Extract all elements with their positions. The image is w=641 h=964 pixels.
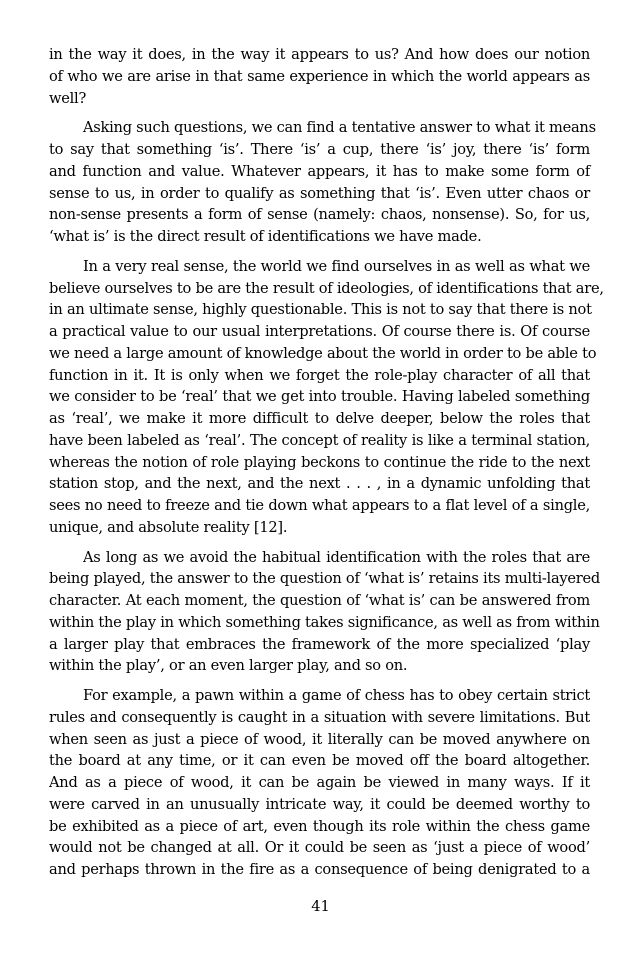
text-line: non-sense presents a form of sense (namely: chaos, nonsense). So, for us, (49, 206, 590, 224)
paragraph-2 (49, 117, 596, 248)
text-line: Asking such questions, we can find a tentative answer to what it means (83, 119, 596, 137)
paragraph-5 (49, 685, 590, 881)
paragraph-3 (49, 256, 604, 539)
text-line: and function and value. Whatever appears, it has to make some form of (49, 162, 590, 180)
text-line: have been labeled as ‘real’. The concept of reality is like a terminal station, (49, 431, 590, 449)
text-line: sense to us, in order to qualify as something that ‘is’. Even utter chaos or (49, 184, 590, 202)
text-line: were carved in an unusually intricate way, it could be deemed worthy to (49, 795, 590, 813)
text-line: function in it. It is only when we forget the role-play character of all that (49, 366, 590, 384)
text-line: as ‘real’, we make it more difficult to delve deeper, below the roles that (49, 410, 590, 427)
text-line: within the play in which something takes significance, as well as from within (49, 613, 600, 631)
text-line: sees no need to freeze and tie down what appears to a flat level of a single, (49, 497, 590, 514)
text-line: rules and consequently is caught in a situation with severe limitations. But (49, 708, 590, 726)
text-line: character. At each moment, the question of ‘what is’ can be answered from (49, 592, 590, 609)
text-line: we need a large amount of knowledge about the world in order to be able to (49, 344, 597, 362)
page-number: 41 (311, 898, 330, 915)
text-line: and perhaps thrown in the fire as a consequence of being denigrated to a (49, 861, 590, 878)
text-line: within the play’, or an even larger play, and so on. (49, 657, 408, 675)
paragraph-1 (49, 44, 590, 109)
page-body (49, 44, 604, 889)
text-line: For example, a pawn within a game of chess has to obey certain strict (83, 687, 590, 704)
text-line: well? (49, 89, 87, 107)
text-line: ‘what is’ is the direct result of identifications we have made. (49, 228, 482, 245)
text-line: And as a piece of wood, it can be again be viewed in many ways. If it (49, 774, 590, 791)
text-line: in the way it does, in the way it appears to us? And how does our notion (49, 46, 590, 63)
text-line: the board at any time, or it can even be moved off the board altogether. (49, 752, 590, 770)
text-line: when seen as just a piece of wood, it literally can be moved anywhere on (49, 730, 590, 748)
text-line: to say that something ‘is’. There ‘is’ a cup, there ‘is’ joy, there ‘is’ form (49, 141, 590, 158)
text-line: of who we are arise in that same experience in which the world appears as (49, 67, 590, 85)
text-line: whereas the notion of role playing beckons to continue the ride to the next (49, 453, 590, 471)
text-line: we consider to be ‘real’ that we get into trouble. Having labeled something (49, 388, 590, 406)
text-line: In a very real sense, the world we find ourselves in as well as what we (83, 257, 590, 275)
text-line: a larger play that embraces the framework of the more specialized ‘play (49, 635, 590, 653)
text-line: in an ultimate sense, highly questionable. This is not to say that there is not (49, 301, 592, 319)
text-line: would not be changed at all. Or it could be seen as ‘just a piece of wood’ (49, 839, 590, 857)
text-line: unique, and absolute reality [12]. (49, 518, 288, 536)
text-line: a practical value to our usual interpretations. Of course there is. Of course (49, 323, 590, 340)
text-line: being played, the answer to the question of ‘what is’ retains its multi-layered (49, 570, 601, 588)
text-line: As long as we avoid the habitual identification with the roles that are (83, 548, 590, 566)
text-line: be exhibited as a piece of art, even though its role within the chess game (49, 817, 590, 835)
paragraph-4 (49, 547, 601, 678)
text-line: believe ourselves to be are the result of ideologies, of identifications that are, (49, 279, 604, 297)
text-line: station stop, and the next, and the next . . . , in a dynamic unfolding that (49, 475, 590, 493)
